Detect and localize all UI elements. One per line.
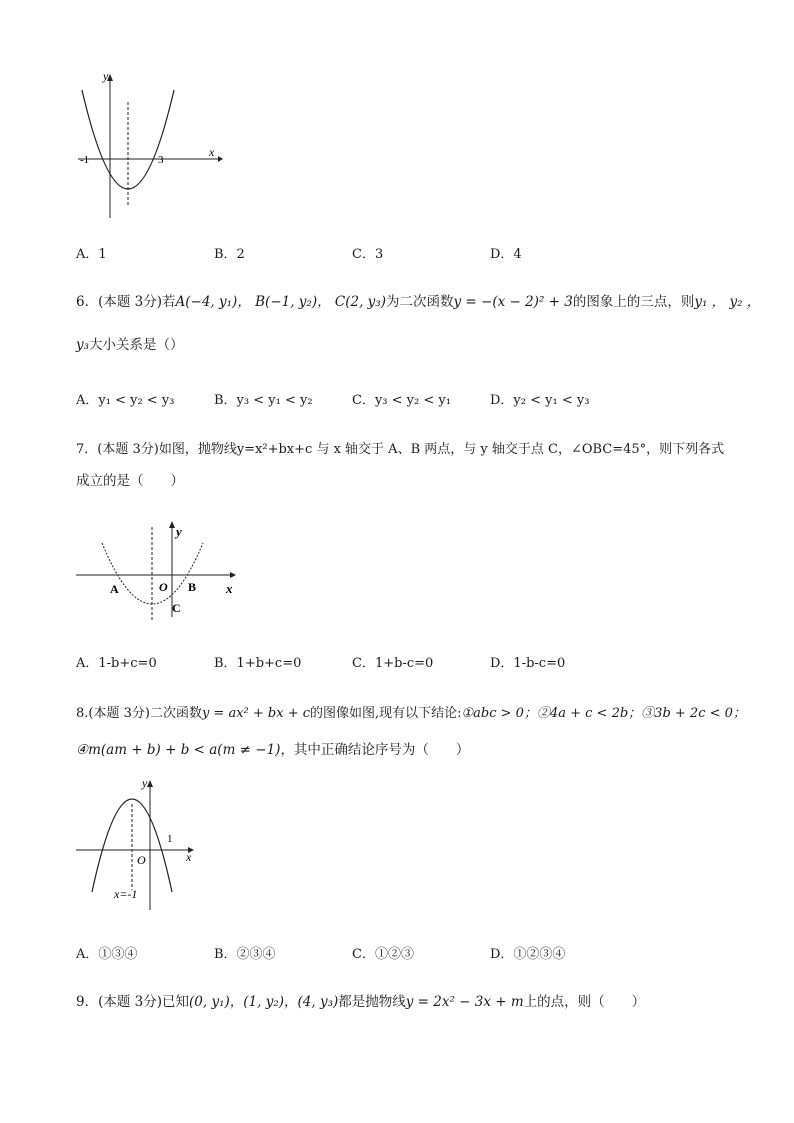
x-axis-arrow [218,156,223,162]
y-label: y [142,776,148,790]
x-label: x [186,850,192,864]
q6-stem-line1 [76,290,760,310]
symmetry-label: x=-1 [114,887,138,901]
q5-option-b[interactable]: B．2 [214,247,245,262]
point-c-label: C [172,601,181,615]
q8-prefix: 8.(本题 3分)二次函数 [76,706,202,721]
q8-conclusion-2: ②4a + c < 2b； [536,706,642,721]
tick-three: 3 [158,154,164,166]
parabola-graph-q5 [70,70,230,225]
q9-prefix: 9．(本题 3分)已知 [76,994,190,1010]
q6-point-c: C(2, y₃) [334,294,386,310]
q9-mid: 都是抛物线 [338,994,406,1010]
y-axis-arrow [169,521,175,528]
q8-option-a[interactable]: A．①③④ [76,947,138,962]
q6-point-a: A(−4, y₁)， [175,294,251,310]
q8-conclusion-4: ④m(am + b) + b < a(m ≠ −1) [76,742,281,758]
q6-point-b: B(−1, y₂)， [255,294,331,310]
q8-stem-line2 [76,738,469,758]
q8-conclusion-1: ①abc > 0； [461,706,537,721]
x-label: x [226,581,233,596]
q6-option-a[interactable]: A．y₁ < y₂ < y₃ [76,393,175,408]
q7-option-a[interactable]: A．1-b+c=0 [76,656,157,671]
q5-option-c[interactable]: C．3 [352,247,384,262]
q7-option-b[interactable]: B．1+b+c=0 [214,656,302,671]
q8-conclusion-3: ③3b + 2c < 0； [641,706,746,721]
parabola-graph-q7 [70,515,250,620]
q9-stem [76,990,645,1010]
point-a-label: A [110,582,119,596]
q6-line2-var: y₃ [76,337,90,353]
q8-suffix: ，其中正确结论序号为（ ） [280,742,470,758]
q8-mid: 的图像如图,现有以下结论: [310,706,462,721]
q5-option-d[interactable]: D．4 [490,247,522,262]
q5-option-a[interactable]: A．1 [76,247,107,262]
tick-one: 1 [167,833,173,845]
q6-vars: y₁ ， y₂ ， [694,294,761,310]
q8-stem-line1 [76,702,746,721]
q6-option-b[interactable]: B．y₃ < y₁ < y₂ [214,393,313,408]
y-label: y [103,70,109,83]
q6-option-d[interactable]: D．y₂ < y₁ < y₃ [490,393,590,408]
q7-option-d[interactable]: D．1-b-c=0 [490,656,566,671]
q8-option-b[interactable]: B．②③④ [214,947,276,962]
q6-prefix: 6．(本题 3分)若 [76,294,176,310]
q9-points: (0, y₁)，(1, y₂)，(4, y₃) [189,994,339,1010]
q9-function: y = 2x² − 3x + m [405,994,524,1010]
x-axis-arrow [230,572,236,578]
origin-label: O [137,853,146,867]
q6-stem-line2 [76,333,184,353]
q6-function: y = −(x − 2)² + 3 [453,294,573,310]
x-label: x [209,145,215,159]
origin-label: O [159,580,168,594]
q7-stem-line1: 7．(本题 3分)如图，抛物线y=x²+bx+c 与 x 轴交于 A、B 两点，与 y 轴交于点 C，∠OBC=45°，则下列各式 [76,442,725,457]
y-label: y [176,524,182,539]
q6-line2-text: 大小关系是（） [89,337,184,353]
q7-stem-line2: 成立的是（ ） [76,473,184,489]
y-axis-arrow [147,780,153,787]
q6-suffix: 的图象上的三点，则 [572,294,695,310]
q6-option-c[interactable]: C．y₃ < y₂ < y₁ [352,393,451,408]
q8-option-d[interactable]: D．①②③④ [490,947,566,962]
q8-function: y = ax² + bx + c [201,706,310,721]
point-b-label: B [188,580,197,594]
parabola-graph-q8 [70,772,205,914]
tick-minus-one: -1 [80,154,90,166]
q8-option-c[interactable]: C．①②③ [352,947,414,962]
q6-mid: 为二次函数 [385,294,454,310]
q9-suffix: 上的点，则（ ） [523,994,646,1010]
q7-option-c[interactable]: C．1+b-c=0 [352,656,434,671]
